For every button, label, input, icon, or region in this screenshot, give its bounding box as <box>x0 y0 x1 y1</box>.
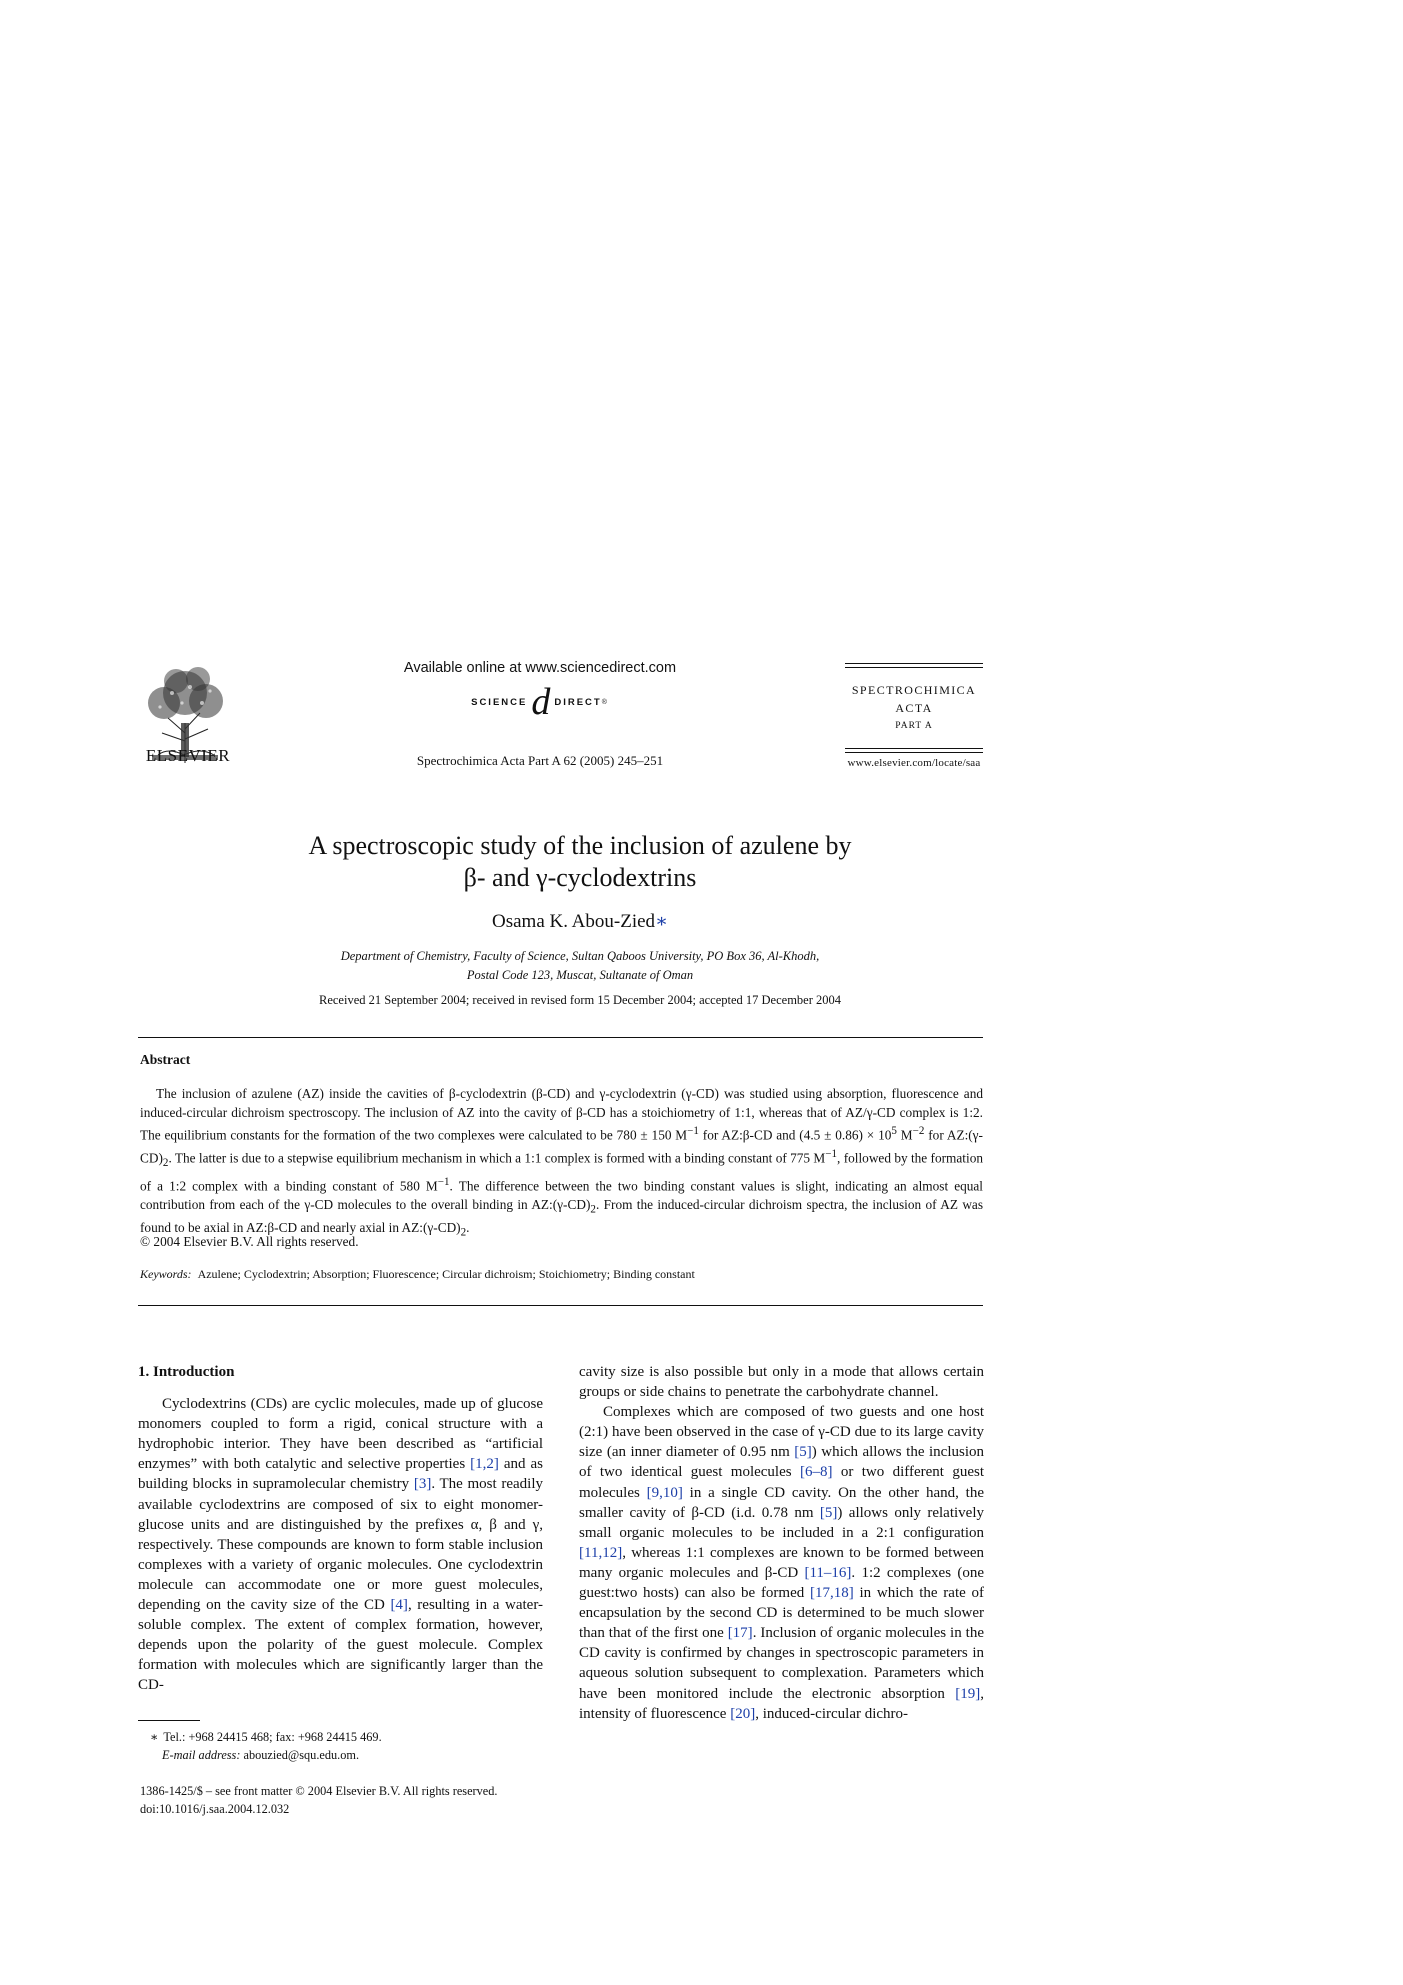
footnote-contact <box>140 1728 540 1746</box>
abstract-sup: 5 <box>891 1125 897 1138</box>
reference-link[interactable]: [11–16] <box>804 1564 852 1581</box>
email-label: E-mail address: <box>162 1748 241 1762</box>
body-column-left <box>138 1362 543 1696</box>
issn-line: 1386-1425/$ – see front matter © 2004 Elsevier B.V. All rights reserved. <box>140 1784 498 1798</box>
masthead-rule <box>845 752 983 753</box>
sd-logo-left: SCIENCE <box>471 696 528 708</box>
reference-link[interactable]: [6–8] <box>799 1464 833 1481</box>
text-fragment: in which the rate of encapsulation by the second CD is determined to be much slower than that of the first one <box>579 1585 984 1642</box>
sd-logo-mark: d <box>531 681 551 723</box>
author-affiliation <box>200 947 960 985</box>
abstract-sub: 2 <box>460 1226 467 1239</box>
text-fragment: . Inclusion of organic molecules in the CD cavity is confirmed by changes in spectroscopic parameters in aqueous solution subsequent to complexation. Parameters which have been monitored include the electronic absorption <box>579 1625 984 1702</box>
affiliation-line-2: Postal Code 123, Muscat, Sultanate of Oman <box>466 968 694 982</box>
abstract-heading: Abstract <box>140 1052 191 1067</box>
journal-masthead <box>845 663 983 769</box>
section-heading-introduction: 1. Introduction <box>138 1364 235 1380</box>
text-fragment: , whereas 1:1 complexes are known to be formed between many organic molecules and β-CD <box>579 1544 984 1581</box>
abstract-copyright: © 2004 Elsevier B.V. All rights reserved. <box>140 1234 359 1249</box>
text-fragment: Cyclodextrins (CDs) are cyclic molecules, made up of glucose monomers coupled to form a rigid, conical structure with a hydrophobic interior. They have been described as “artificial enzymes” with both catalytic and selective properties <box>138 1396 543 1473</box>
reference-link[interactable]: [11,12] <box>579 1544 623 1561</box>
masthead-rule <box>845 667 983 668</box>
abstract-fragment: The inclusion of azulene (AZ) inside the cavities of β-cyclodextrin (β-CD) and γ-cyclodextrin (γ-CD) was studied using absorption, fluorescence and induced-circular dichroism spectroscopy. The inclusion of AZ into the cavity of β-CD has a stoichiometry of 1:1, whereas that of AZ/γ-CD complex is 1:2. The equilibrium constants for the formation of the two complexes were calculated to be 780 ± 150 M <box>140 1086 983 1143</box>
abstract-sub: 2 <box>162 1157 169 1170</box>
footnote-email <box>140 1746 540 1764</box>
intro-paragraph-2 <box>579 1402 984 1724</box>
abstract-text <box>140 1085 983 1242</box>
abstract-sup: −1 <box>437 1175 450 1188</box>
journal-url-link[interactable]: www.elsevier.com/locate/saa <box>847 757 981 769</box>
reference-link[interactable]: [5] <box>794 1444 812 1461</box>
reference-link[interactable]: [4] <box>390 1597 408 1614</box>
text-fragment: and as building blocks in supramolecular chemistry <box>138 1456 543 1493</box>
body-column-right <box>579 1362 984 1724</box>
publisher-name: ELSEVIER <box>145 746 231 765</box>
reference-link[interactable]: [17] <box>727 1625 753 1642</box>
abstract-fragment: for AZ:(γ-CD) <box>140 1127 983 1166</box>
text-fragment: ) allows only relatively small organic molecules to be included in a 2:1 configuration <box>579 1504 984 1541</box>
available-online-notice[interactable]: Available online at www.sciencedirect.com <box>403 660 677 676</box>
footnote-mark: ∗ <box>150 1730 159 1744</box>
footnote-rule <box>138 1720 200 1721</box>
title-line-1: A spectroscopic study of the inclusion of azulene by <box>308 831 852 860</box>
abstract-bottom-rule <box>138 1305 983 1306</box>
sd-logo-right: DIRECT <box>554 696 602 708</box>
reference-link[interactable]: [5] <box>819 1504 838 1521</box>
text-fragment: Complexes which are composed of two guests and one host (2:1) have been observed in the case of γ-CD due to its large cavity size (an inner diameter of 0.95 nm <box>579 1404 984 1461</box>
doi-link[interactable]: doi:10.1016/j.saa.2004.12.032 <box>140 1802 290 1816</box>
front-matter-info <box>140 1782 497 1818</box>
keywords <box>140 1267 983 1282</box>
author-name: Osama K. Abou-Zied <box>492 911 656 932</box>
text-fragment: . 1:2 complexes (one guest:two hosts) can also be formed <box>579 1564 984 1602</box>
abstract-sup: −1 <box>687 1125 699 1138</box>
intro-paragraph-1-continued: cavity size is also possible but only in a mode that allows certain groups or side chains to penetrate the carbohydrate channel. <box>579 1364 984 1401</box>
author-footnote <box>140 1728 540 1764</box>
text-fragment: , induced-circular dichro- <box>755 1705 909 1722</box>
journal-part: PART A <box>895 721 933 731</box>
abstract-fragment: . <box>466 1220 470 1236</box>
reference-link[interactable]: [1,2] <box>470 1456 499 1473</box>
title-line-2: β- and γ-cyclodextrins <box>463 863 697 892</box>
abstract-fragment: . The latter is due to a stepwise equilibrium mechanism in which a 1:1 complex is formed with a binding constant of 775 M <box>168 1150 826 1166</box>
journal-citation: Spectrochimica Acta Part A 62 (2005) 245–251 <box>416 753 664 768</box>
abstract-fragment: M <box>896 1127 913 1143</box>
received-dates: Received 21 September 2004; received in revised form 15 December 2004; accepted 17 December 2004 <box>318 993 842 1007</box>
masthead-rule <box>845 748 983 749</box>
abstract-sub: 2 <box>590 1203 596 1216</box>
footnote-tel-fax: Tel.: +968 24415 468; fax: +968 24415 469. <box>163 1730 382 1744</box>
affiliation-line-1: Department of Chemistry, Faculty of Science, Sultan Qaboos University, PO Box 36, Al-Khodh, <box>340 949 820 963</box>
abstract-top-rule <box>138 1037 983 1038</box>
sd-logo-registered: ® <box>601 698 609 706</box>
author-line <box>200 910 960 933</box>
text-fragment: in a single CD cavity. On the other hand, the smaller cavity of β-CD (i.d. 0.78 nm <box>579 1484 984 1521</box>
abstract-fragment: . From the induced-circular dichroism spectra, the inclusion of AZ was found to be axial in AZ:β-CD and nearly axial in AZ:(γ-CD) <box>140 1196 983 1236</box>
reference-link[interactable]: [17,18] <box>809 1585 854 1602</box>
journal-name-line1: SPECTROCHIMICA <box>851 683 977 697</box>
keywords-label: Keywords: <box>140 1267 192 1281</box>
text-fragment: , intensity of fluorescence <box>579 1685 984 1722</box>
email-link[interactable]: abouzied@squ.edu.om. <box>243 1748 360 1762</box>
keywords-list: Azulene; Cyclodextrin; Absorption; Fluorescence; Circular dichroism; Stoichiometry; Binding constant <box>197 1267 695 1281</box>
text-fragment: or two different guest molecules <box>579 1464 984 1501</box>
reference-link[interactable]: [20] <box>730 1705 756 1722</box>
masthead-rule <box>845 663 983 664</box>
journal-name-line2: ACTA <box>895 701 933 715</box>
article-title <box>200 830 960 894</box>
abstract-fragment: , followed by the formation of a 1:2 complex with a binding constant of 580 M <box>140 1150 983 1194</box>
abstract-fragment: for AZ:β-CD and (4.5 ± 0.86) × 10 <box>698 1127 892 1143</box>
abstract-sup: −1 <box>825 1148 838 1161</box>
abstract-sup: −2 <box>912 1125 925 1138</box>
text-fragment: . The most readily available cyclodextrins are composed of six to eight monomer-glucose units and are distinguished by the prefixes α, β and γ, respectively. These compounds are known to form stable inclusion complexes with a variety of organic molecules. One cyclodextrin molecule can accommodate one or more guest molecules, depending on the cavity size of the CD <box>138 1476 543 1614</box>
sciencedirect-logo <box>440 680 640 724</box>
abstract-fragment: . The difference between the two binding constant values is slight, indicating an almost equal contribution from each of the γ-CD molecules to the overall binding in AZ:(γ-CD) <box>140 1178 983 1212</box>
intro-paragraph-1 <box>138 1394 543 1695</box>
reference-link[interactable]: [9,10] <box>646 1484 683 1501</box>
text-fragment: , resulting in a water-soluble complex. The extent of complex formation, however, depends upon the polarity of the guest molecule. Complex formation with molecules which are significantly larger than the CD- <box>138 1597 544 1694</box>
reference-link[interactable]: [19] <box>955 1685 981 1702</box>
text-fragment: ) which allows the inclusion of two identical guest molecules <box>579 1444 984 1481</box>
reference-link[interactable]: [3] <box>413 1476 432 1493</box>
author-footnote-link[interactable]: ∗ <box>655 911 668 932</box>
